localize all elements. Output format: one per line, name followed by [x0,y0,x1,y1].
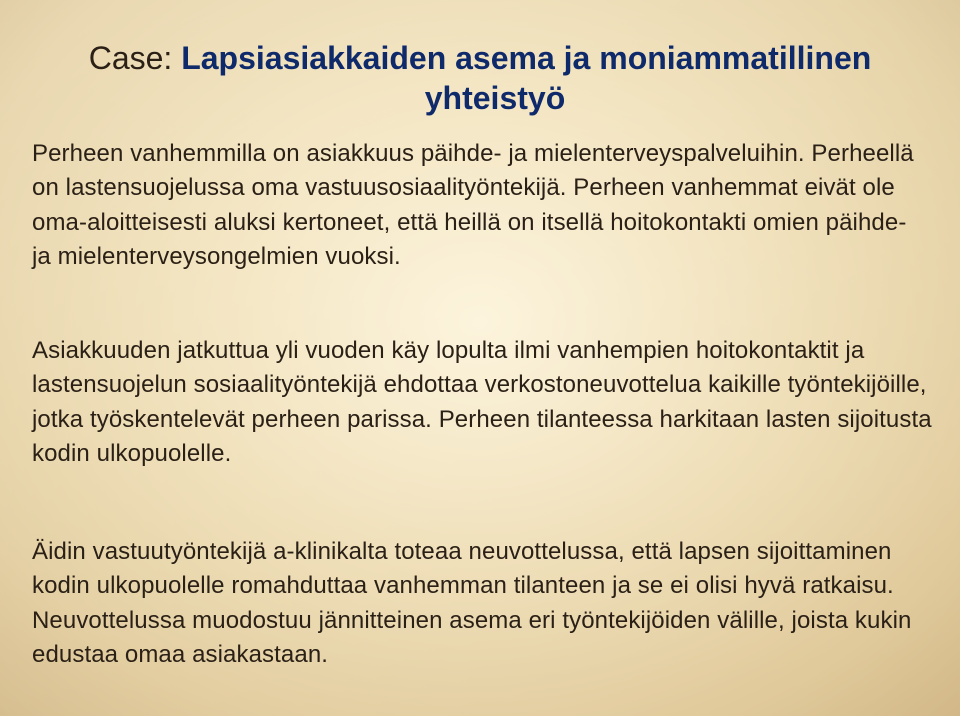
title-main-line1: Lapsiasiakkaiden asema ja moniammatillinen [181,40,872,76]
title-main-line2: yhteistyö [424,80,566,116]
slide-title [0,38,960,118]
case-paragraph-1: Perheen vanhemmilla on asiakkuus päihde- ja mielenterveyspalveluihin. Perheellä on lastensuojelussa oma vastuusosiaalityöntekijä. Perheen vanhemmat eivät ole oma-aloitteisesti aluksi kertoneet, että heillä on itsellä hoitokontakti omien päihde- ja mielenterveysongelmien vuoksi. [32,140,914,270]
title-prefix: Case: [88,40,182,76]
case-paragraph-3: Äidin vastuutyöntekijä a-klinikalta toteaa neuvottelussa, että lapsen sijoittaminen kodin ulkopuolelle romahduttaa vanhemman tilanteen ja se ei olisi hyvä ratkaisu. Neuvottelussa muodostuu jännitteinen asema eri työntekijöiden välille, joista kukin edustaa omaa asiakastaan. [32,538,912,668]
case-paragraph-2: Asiakkuuden jatkuttua yli vuoden käy lopulta ilmi vanhempien hoitokontaktit ja lastensuojelun sosiaalityöntekijä ehdottaa verkostoneuvottelua kaikille työntekijöille, jotka työskentelevät perheen parissa. Perheen tilanteessa harkitaan lasten sijoitusta kodin ulkopuolelle. [32,337,932,467]
